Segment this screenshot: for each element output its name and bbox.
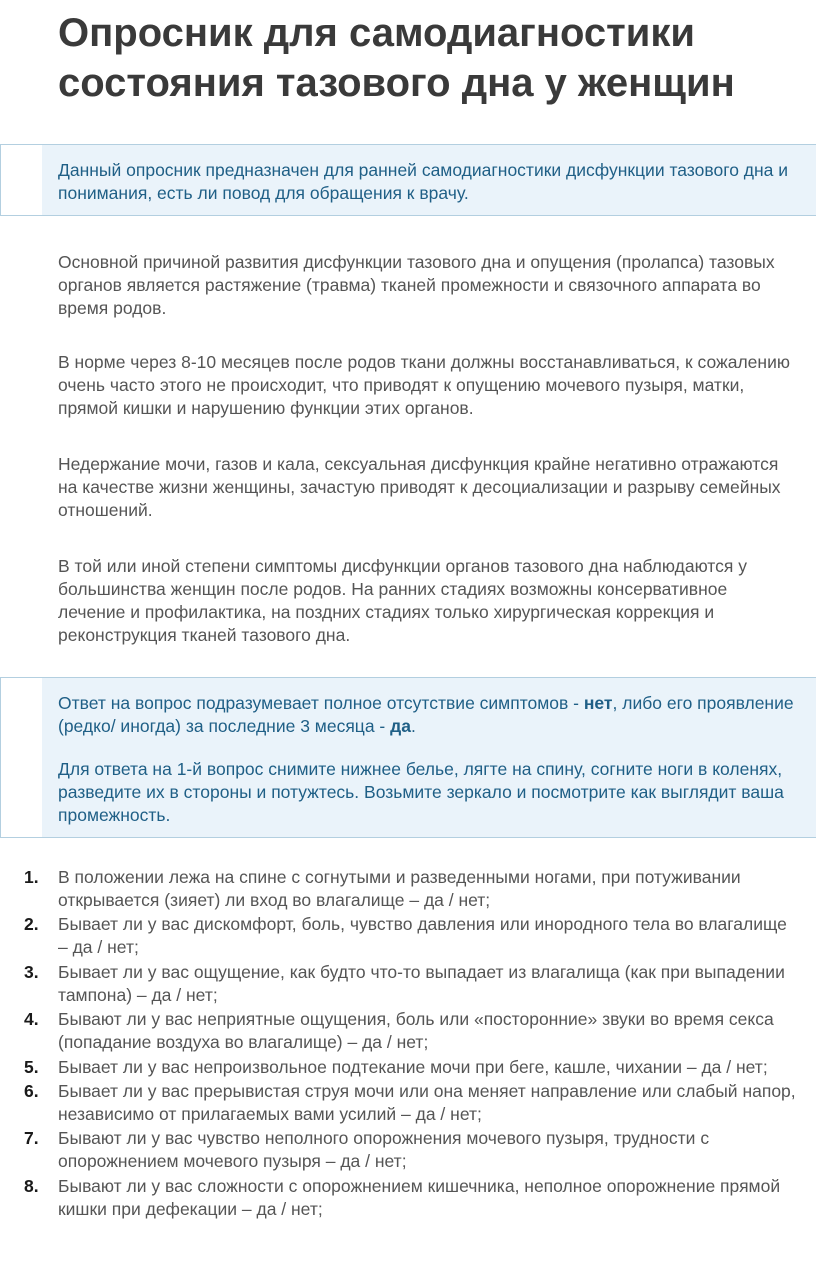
answer-no-keyword: нет	[583, 693, 613, 713]
answer-rule-text	[0, 678, 816, 738]
question-number: 5.	[24, 1056, 39, 1077]
question-text: Бывает ли у вас непроизвольное подтекание мочи при беге, кашле, чихании – да / нет;	[58, 1056, 768, 1077]
paragraph-recovery: В норме через 8-10 месяцев после родов ткани должны восстанавливаться, к сожалению очень часто этого не происходит, что приводят к опущению мочевого пузыря, матки, прямой кишки и нарушению функции этих органов.	[58, 352, 790, 418]
question-number: 4.	[24, 1009, 39, 1030]
intro-callout	[0, 144, 816, 216]
question-item	[0, 961, 816, 1007]
paragraph-cause: Основной причиной развития дисфункции тазового дна и опущения (пролапса) тазовых органов является растяжение (травма) тканей промежности и связочного аппарата во время родов.	[58, 252, 775, 318]
paragraph-consequences: Недержание мочи, газов и кала, сексуальная дисфункция крайне негативно отражаются на качестве жизни женщины, зачастую приводят к десоциализации и разрыву семейных отношений.	[58, 454, 781, 520]
question-number: 2.	[24, 914, 39, 935]
instructions-callout	[0, 677, 816, 838]
first-question-instructions: Для ответа на 1-й вопрос снимите нижнее белье, лягте на спину, согните ноги в коленях, разведите их в стороны и потужтесь. Возьмите зеркало и посмотрите как выглядит ваша промежность.	[58, 759, 784, 825]
paragraph-treatment: В той или иной степени симптомы дисфункции органов тазового дна наблюдаются у большинства женщин после родов. На ранних стадиях возможны консервативное лечение и профилактика, на поздних стадиях только хирургическая коррекция и реконструкция тканей тазового дна.	[58, 556, 747, 645]
question-number: 7.	[24, 1128, 39, 1149]
question-item	[0, 1080, 816, 1126]
question-number: 6.	[24, 1080, 39, 1101]
question-text: В положении лежа на спине с согнутыми и разведенными ногами, при потуживании открывается (зияет) ли вход во влагалище – да / нет;	[58, 867, 741, 910]
question-item	[0, 1127, 816, 1173]
question-text: Бывают ли у вас чувство неполного опорожнения мочевого пузыря, трудности с опорожнением мочевого пузыря – да / нет;	[58, 1128, 710, 1172]
question-number: 1.	[24, 867, 39, 887]
questions-list	[0, 866, 816, 1222]
answer-rule-after: .	[410, 716, 416, 736]
answer-rule-before: Ответ на вопрос подразумевает полное отсутствие симптомов -	[58, 693, 584, 713]
answer-rule-middle: , либо его проявление (редко/ иногда) за последние 3 месяца -	[58, 693, 794, 736]
question-text: Бывают ли у вас сложности с опорожнением кишечника, неполное опорожнение прямой кишки при дефекации – да / нет;	[58, 1175, 781, 1219]
page-title: Опросник для самодиагностики состояния тазового дна у женщин	[58, 11, 735, 105]
question-text: Бывают ли у вас неприятные ощущения, боль или «посторонние» звуки во время секса (попадание воздуха во влагалище) – да / нет;	[58, 1009, 774, 1053]
intro-callout-text: Данный опросник предназначен для ранней самодиагностики дисфункции тазового дна и понимания, есть ли повод для обращения к врачу.	[58, 160, 789, 203]
question-text: Бывает ли у вас прерывистая струя мочи или она меняет направление или слабый напор, независимо от прилагаемых вами усилий – да / нет;	[58, 1080, 796, 1124]
question-item	[0, 913, 816, 959]
question-text: Бывает ли у вас ощущение, как будто что-то выпадает из влагалища (как при выпадении тампона) – да / нет;	[58, 961, 785, 1005]
question-number: 3.	[24, 961, 39, 982]
question-item	[0, 1008, 816, 1054]
question-number: 8.	[24, 1175, 39, 1196]
answer-yes-keyword: да	[390, 716, 411, 736]
question-text: Бывает ли у вас дискомфорт, боль, чувство давления или инородного тела во влагалище – да / нет;	[58, 914, 787, 958]
question-item	[0, 1056, 816, 1079]
question-item	[0, 1175, 816, 1221]
question-item	[0, 866, 816, 912]
